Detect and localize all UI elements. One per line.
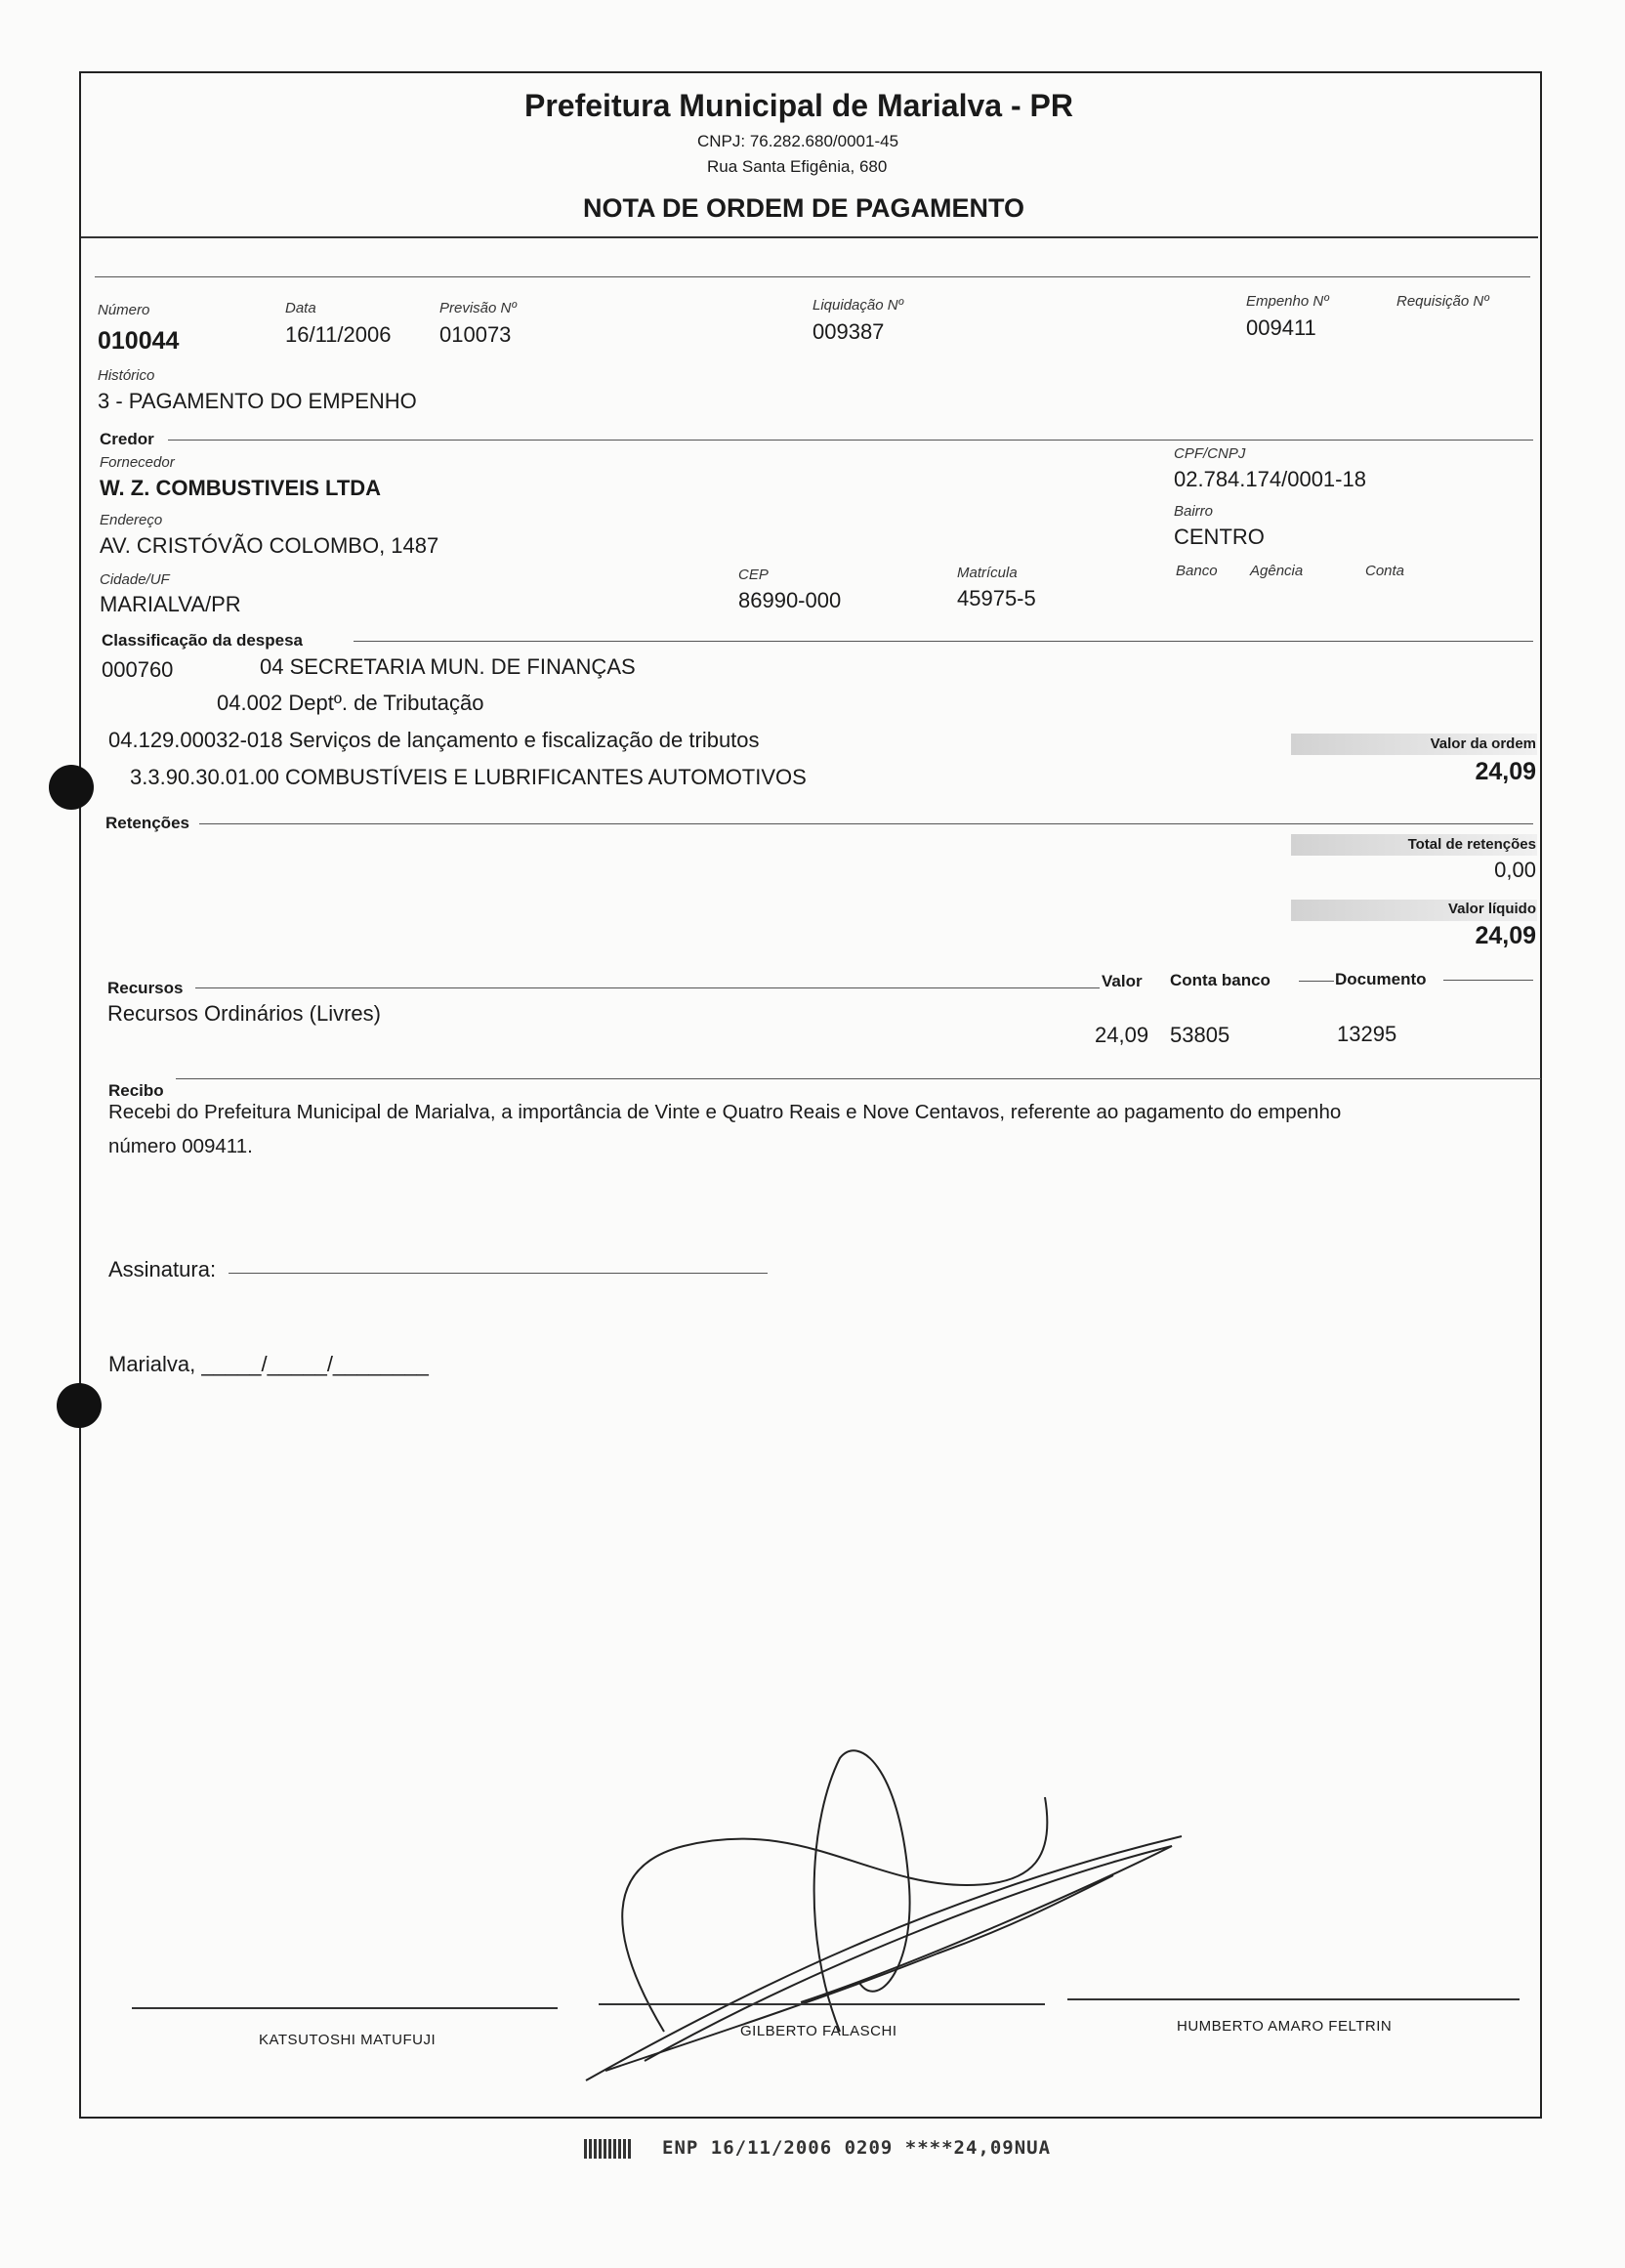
recursos-valor: 24,09	[1095, 1023, 1149, 1047]
classificacao-codigo: 000760	[102, 657, 174, 682]
data-label: Data	[285, 300, 316, 316]
recursos-documento-label: Documento	[1335, 970, 1427, 988]
address-text: Rua Santa Efigênia, 680	[707, 157, 888, 176]
credor-section-label: Credor	[100, 430, 154, 448]
signatory-2: GILBERTO FALASCHI	[740, 2023, 897, 2039]
assinatura-line	[229, 1273, 768, 1274]
empenho-label: Empenho Nº	[1246, 293, 1329, 310]
valor-liquido-value: 24,09	[1475, 922, 1536, 949]
recibo-text-line1: Recebi do Prefeitura Municipal de Marialva, a importância de Vinte e Quatro Reais e Nove Centavos, referente ao pagamento do empenho	[108, 1101, 1342, 1123]
recursos-divider-2	[1299, 981, 1334, 982]
signatory-3: HUMBERTO AMARO FELTRIN	[1177, 2018, 1393, 2035]
classificacao-section-label: Classificação da despesa	[102, 631, 304, 650]
total-retencoes-value: 0,00	[1494, 858, 1536, 882]
recursos-conta: 53805	[1170, 1023, 1230, 1047]
data-value: 16/11/2006	[285, 322, 392, 347]
punch-hole-bottom	[57, 1383, 102, 1428]
liquidacao-value: 009387	[812, 319, 885, 344]
footer-stamp: ENP 16/11/2006 0209 ****24,09NUA	[662, 2137, 1052, 2159]
recibo-section-label: Recibo	[108, 1081, 164, 1100]
municipality-title: Prefeitura Municipal de Marialva - PR	[524, 88, 1073, 123]
requisicao-label: Requisição Nº	[1396, 293, 1489, 310]
cpf-cnpj-value: 02.784.174/0001-18	[1174, 467, 1366, 491]
numero-label: Número	[98, 302, 150, 318]
endereco-value: AV. CRISTÓVÃO COLOMBO, 1487	[100, 533, 439, 558]
bairro-value: CENTRO	[1174, 525, 1265, 549]
stamp-barcode	[584, 2139, 633, 2159]
recursos-section-label: Recursos	[107, 979, 184, 997]
local-data: Marialva, _____/_____/________	[108, 1352, 429, 1376]
fornecedor-value: W. Z. COMBUSTIVEIS LTDA	[100, 476, 382, 500]
assinatura-label: Assinatura:	[108, 1257, 217, 1281]
valor-ordem-label: Valor da ordem	[1430, 735, 1536, 752]
retencoes-section-label: Retenções	[105, 814, 189, 832]
signatory-1: KATSUTOSHI MATUFUJI	[259, 2032, 437, 2048]
conta-label: Conta	[1365, 563, 1405, 579]
fornecedor-label: Fornecedor	[100, 454, 175, 471]
historico-label: Histórico	[98, 367, 155, 384]
matricula-label: Matrícula	[957, 565, 1018, 581]
cidade-value: MARIALVA/PR	[100, 592, 241, 616]
total-retencoes-label: Total de retenções	[1407, 836, 1536, 853]
elemento-value: 3.3.90.30.01.00 COMBUSTÍVEIS E LUBRIFICANTES AUTOMOTIVOS	[130, 765, 807, 789]
historico-value: 3 - PAGAMENTO DO EMPENHO	[98, 389, 417, 413]
document-title: NOTA DE ORDEM DE PAGAMENTO	[583, 193, 1025, 223]
empenho-value: 009411	[1246, 315, 1316, 340]
credor-divider	[168, 440, 1533, 441]
bairro-label: Bairro	[1174, 503, 1214, 520]
matricula-value: 45975-5	[957, 586, 1036, 610]
signature-line-3	[1067, 1998, 1520, 2000]
recibo-divider	[176, 1078, 1541, 1079]
header-divider	[81, 236, 1538, 238]
punch-hole-top	[49, 765, 94, 810]
cidade-label: Cidade/UF	[100, 571, 170, 588]
cpf-cnpj-label: CPF/CNPJ	[1174, 445, 1246, 462]
signature-line-1	[132, 2007, 558, 2009]
valor-ordem-value: 24,09	[1475, 758, 1536, 785]
valor-liquido-label: Valor líquido	[1447, 901, 1536, 917]
recursos-valor-label: Valor	[1102, 972, 1143, 990]
recursos-descricao: Recursos Ordinários (Livres)	[107, 1001, 381, 1026]
agencia-label: Agência	[1250, 563, 1304, 579]
recibo-text-line2: número 009411.	[108, 1135, 253, 1157]
numero-value: 010044	[98, 327, 180, 355]
signature-line-2	[599, 2003, 1045, 2005]
recursos-divider-3	[1443, 980, 1533, 981]
departamento-value: 04.002 Deptº. de Tributação	[217, 691, 484, 715]
banco-label: Banco	[1176, 563, 1218, 579]
order-divider	[95, 276, 1530, 277]
recursos-divider	[195, 987, 1100, 988]
cep-label: CEP	[738, 567, 769, 583]
programa-value: 04.129.00032-018 Serviços de lançamento e fiscalização de tributos	[108, 728, 760, 752]
handwritten-signature	[547, 1739, 1211, 2110]
classificacao-divider	[354, 641, 1533, 642]
previsao-label: Previsão Nº	[439, 300, 517, 316]
recursos-documento: 13295	[1337, 1022, 1397, 1046]
secretaria-value: 04 SECRETARIA MUN. DE FINANÇAS	[260, 654, 636, 679]
cnpj-text: CNPJ: 76.282.680/0001-45	[697, 132, 899, 150]
liquidacao-label: Liquidação Nº	[812, 297, 904, 314]
recursos-conta-label: Conta banco	[1170, 971, 1271, 989]
previsao-value: 010073	[439, 322, 512, 347]
endereco-label: Endereço	[100, 512, 163, 528]
retencoes-divider	[199, 823, 1533, 824]
cep-value: 86990-000	[738, 588, 842, 612]
